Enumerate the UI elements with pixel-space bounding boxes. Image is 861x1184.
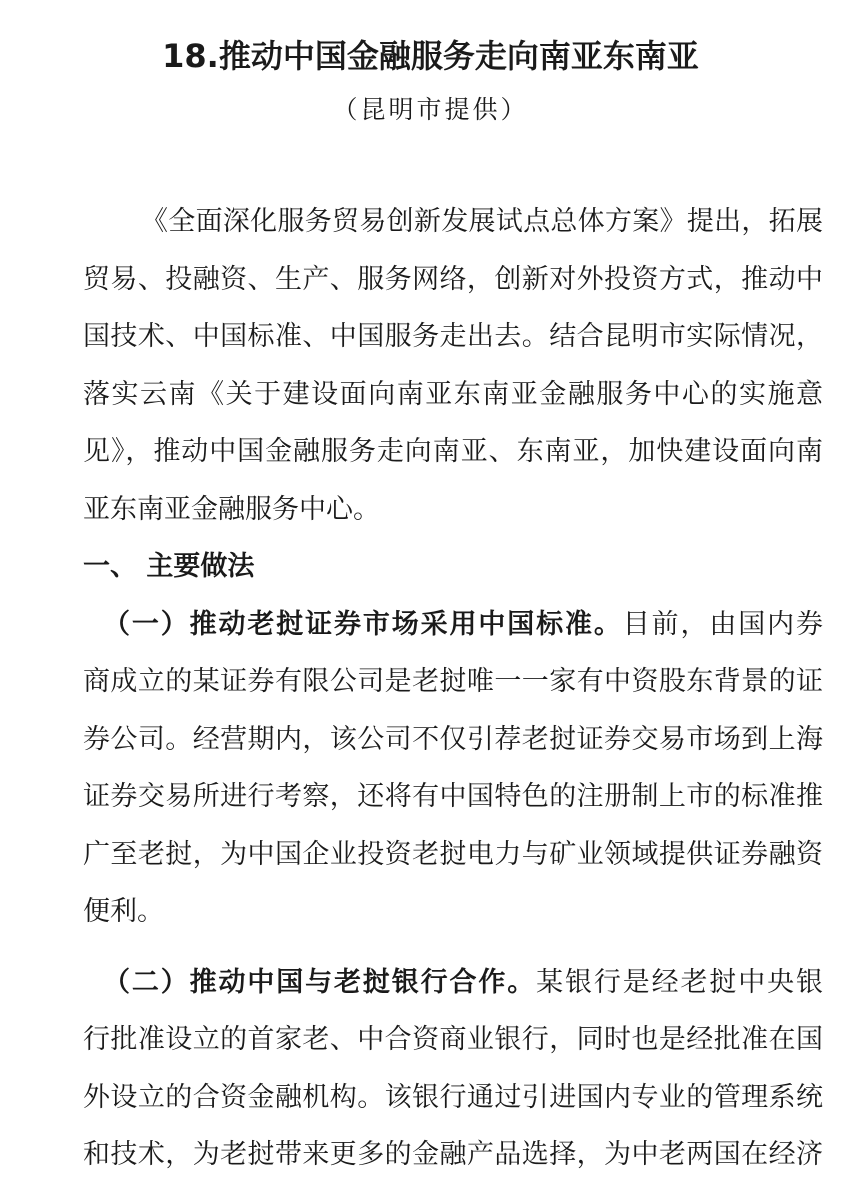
paragraph-line: 券公司。经营期内，该公司不仅引荐老挝证券交易市场到上海 [83,723,823,755]
paragraph-line: 行批准设立的首家老、中合资商业银行，同时也是经批准在国 [83,1024,823,1055]
item-1-heading: （一）推动老挝证券市场采用中国标准。 [103,608,623,640]
section-heading-text: 一、 主要做法 [83,551,255,582]
paragraph-line: 见》，推动中国金融服务走向南亚、东南亚，加快建设面向南 [83,436,823,467]
paragraph-line: 贸易、投融资、生产、服务网络，创新对外投资方式，推动中 [83,263,823,295]
paragraph-line: 广至老挝，为中国企业投资老挝电力与矿业领域提供证券融资 [83,838,823,870]
document-source: （昆明市提供） [332,95,529,124]
paragraph-line: 外设立的合资金融机构。该银行通过引进国内专业的管理系统 [83,1081,823,1113]
paragraph-line: 证券交易所进行考察，还将有中国特色的注册制上市的标准推 [83,781,823,812]
paragraph-line: 国技术、中国标准、中国服务走出去。结合昆明市实际情况， [83,321,823,352]
section-heading [83,538,823,596]
item-2-first-line-rest: 某银行是经老挝中央银 [536,966,823,998]
paragraph-line: 商成立的某证券有限公司是老挝唯一一家有中资股东背景的证 [83,666,823,697]
item-2-first-line [83,954,823,1012]
document-body [83,193,823,1184]
paragraph-line: 落实云南《关于建设面向南亚东南亚金融服务中心的实施意 [83,378,823,410]
item-2-heading: （二）推动中国与老挝银行合作。 [103,966,537,998]
paragraph-line: 《全面深化服务贸易创新发展试点总体方案》提出，拓展 [141,206,823,237]
item-1-first-line-rest: 目前，由国内券 [622,608,823,640]
paragraph-gap [83,941,823,954]
item-1-first-line [83,596,823,654]
document-title: 18.推动中国金融服务走向南亚东南亚 [162,37,699,75]
paragraph-line: 和技术，为老挝带来更多的金融产品选择，为中老两国在经济 [83,1139,823,1170]
paragraph-line: 便利。 [83,896,164,927]
paragraph-line: 亚东南亚金融服务中心。 [83,493,380,525]
